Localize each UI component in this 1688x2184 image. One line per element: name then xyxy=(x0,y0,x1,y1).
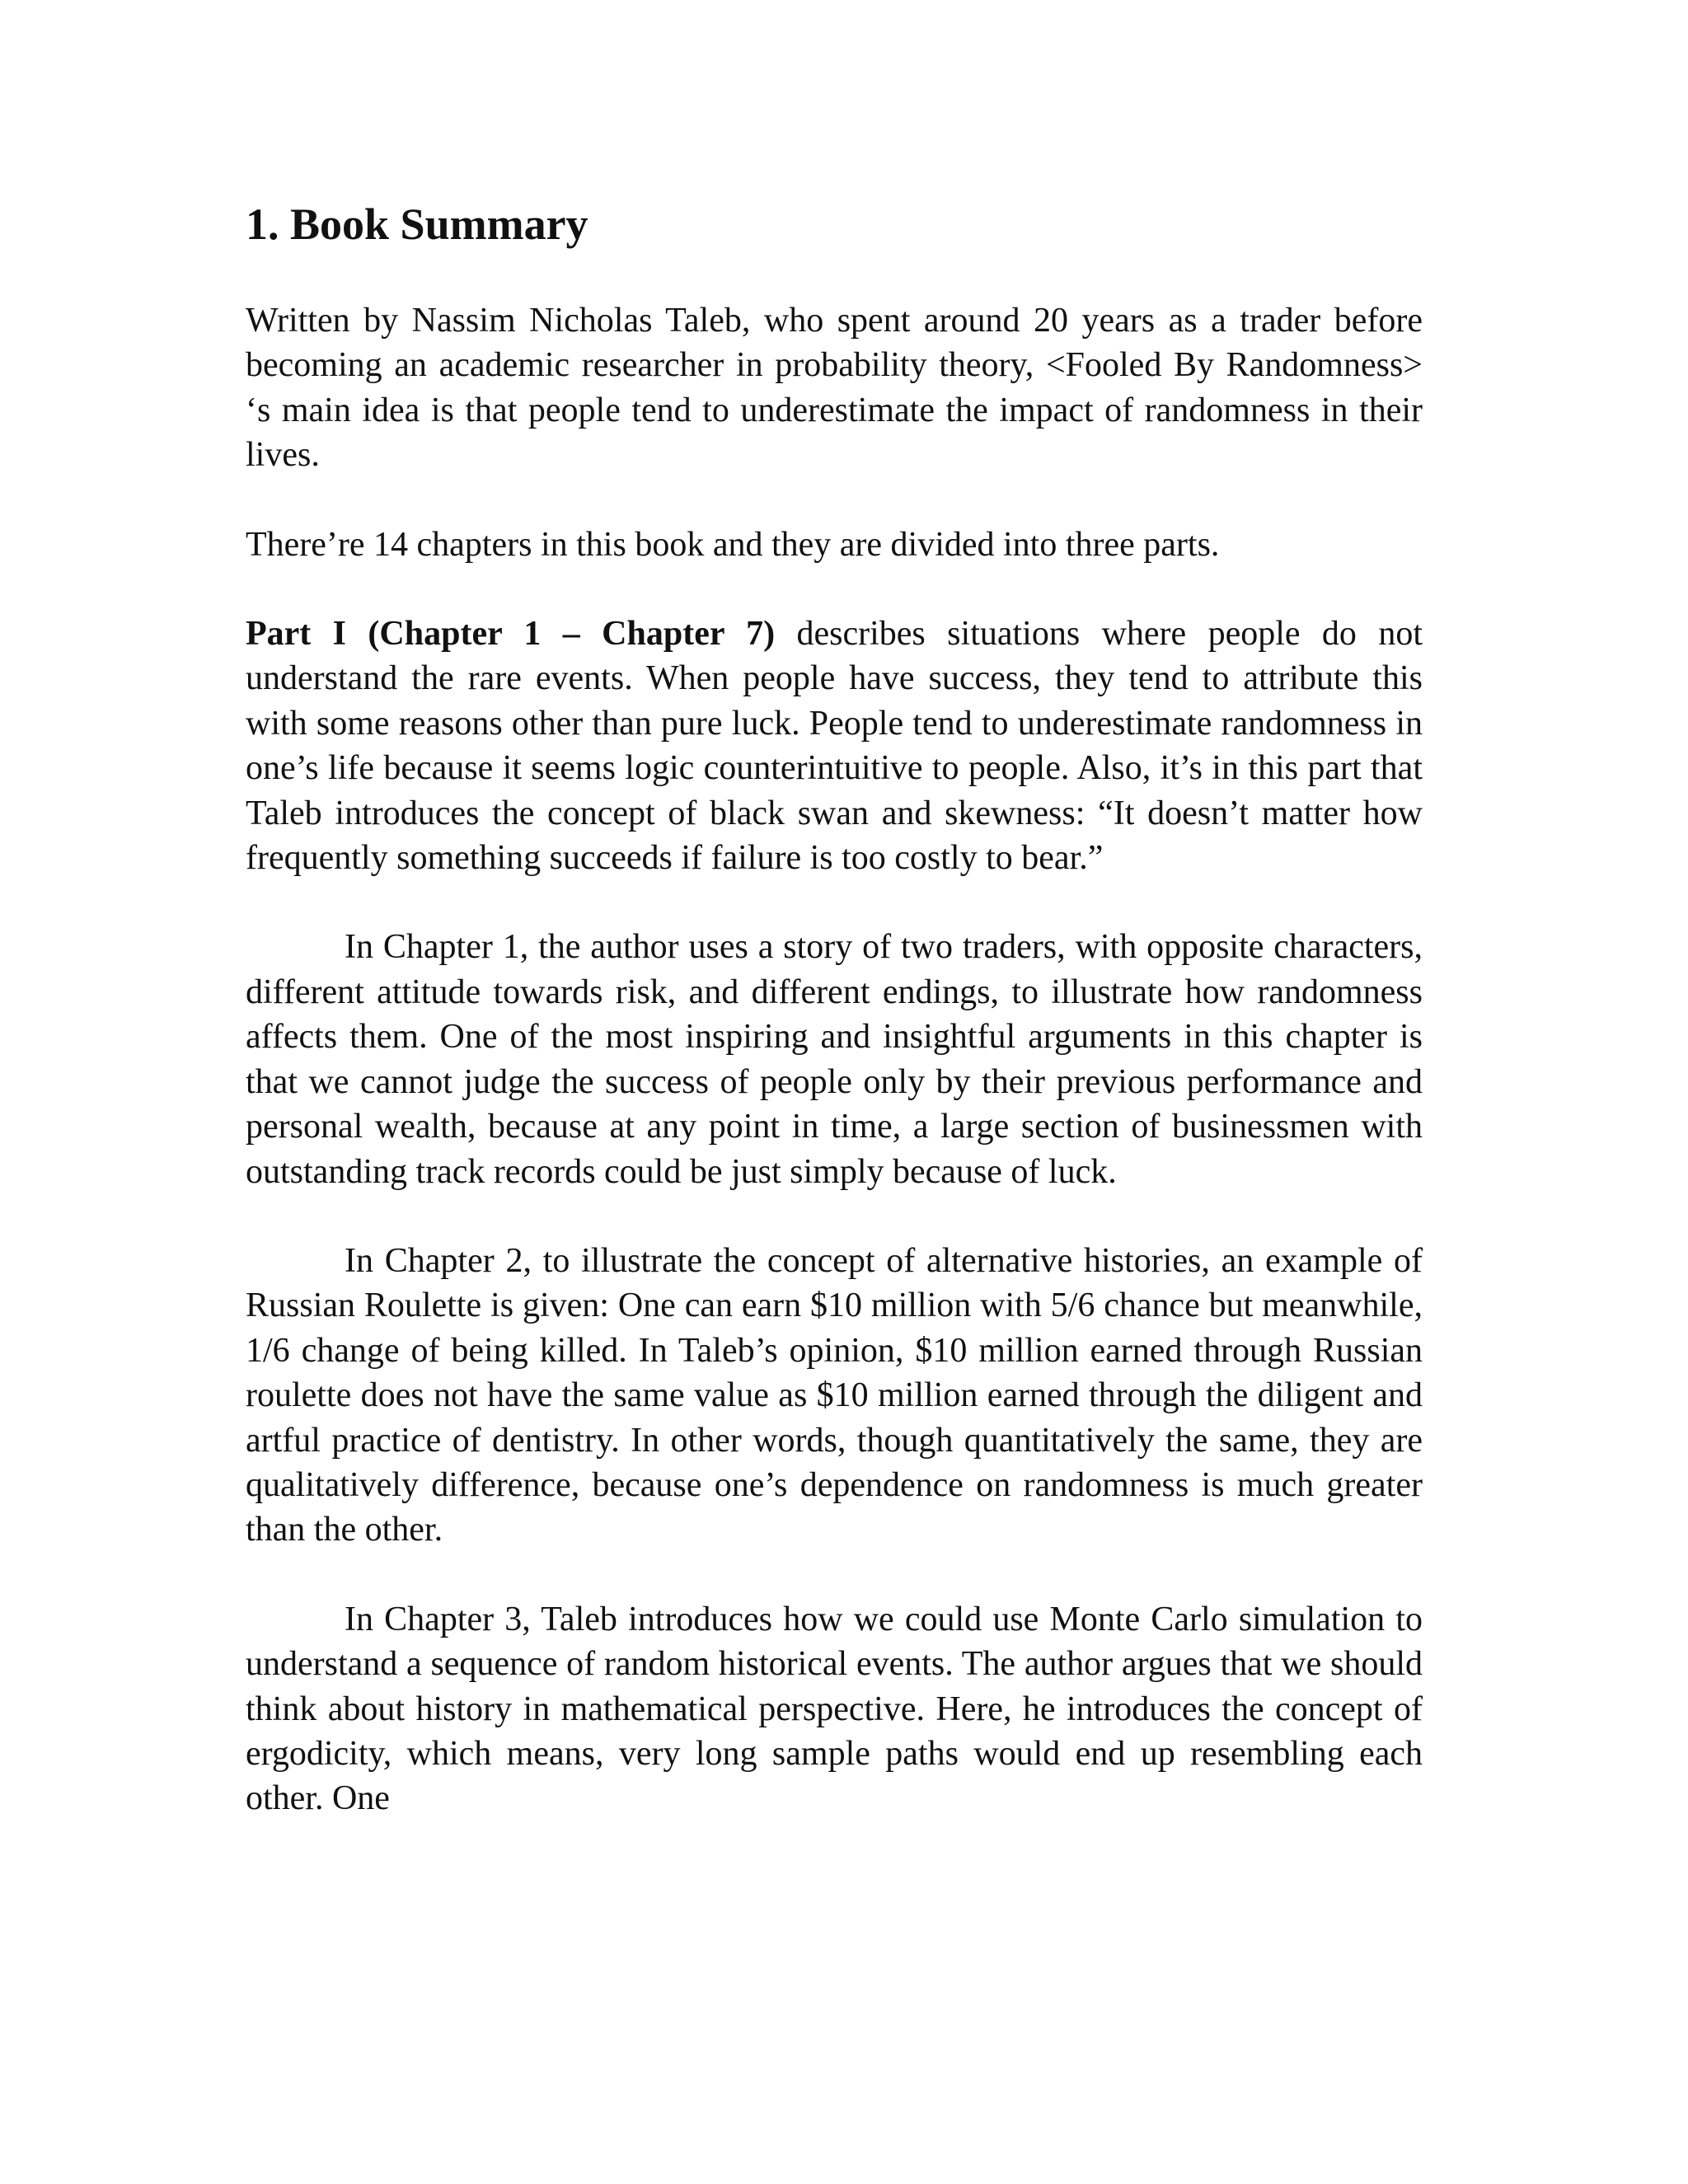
document-page xyxy=(246,198,1423,1821)
chapters-paragraph: There’re 14 chapters in this book and they are divided into three parts. xyxy=(246,525,1220,564)
intro-paragraph: Written by Nassim Nicholas Taleb, who spent around 20 years as a trader before becoming an academic researcher in probability theory, <Fooled By Randomness> ‘s main idea is that people tend to underestimate the impact of randomness in their lives. xyxy=(246,302,1423,475)
section-heading: 1. Book Summary xyxy=(246,199,588,249)
chapter-two-paragraph: In Chapter 2, to illustrate the concept of alternative histories, an example of Russian Roulette is given: One can earn $10 million with 5/6 chance but meanwhile, 1/6 change of being killed. In Taleb’s opinion, $10 million earned through Russian roulette does not have the same value as $10 million earned through the diligent and artful practice of dentistry. In other words, though quantitatively the same, they are qualitatively difference, because one’s dependence on randomness is much greater than the other. xyxy=(246,1241,1423,1549)
chapter-three-paragraph: In Chapter 3, Taleb introduces how we could use Monte Carlo simulation to understand a sequence of random historical events. The author argues that we should think about history in mathematical perspective. Here, he introduces the concept of ergodicity, which means, very long sample paths would end up resembling each other. One xyxy=(246,1600,1423,1818)
part-one-label: Part I (Chapter 1 – Chapter 7) xyxy=(246,615,776,654)
part-one-description: describes situations where people do not understand the rare events. When people have success, they tend to attribute this with some reasons other than pure luck. People tend to underestimate randomness in one’s life because it seems logic counterintuitive to people. Also, it’s in this part that Taleb introduces the concept of black swan and skewness: “It doesn’t matter how frequently something succeeds if failure is too costly to bear.” xyxy=(246,615,1423,878)
part-one-paragraph xyxy=(246,612,1423,880)
chapter-one-paragraph: In Chapter 1, the author uses a story of two traders, with opposite characters, different attitude towards risk, and different endings, to illustrate how randomness affects them. One of the most inspiring and insightful arguments in this chapter is that we cannot judge the success of people only by their previous performance and personal wealth, because at any point in time, a large section of businessmen with outstanding track records could be just simply because of luck. xyxy=(246,928,1423,1191)
